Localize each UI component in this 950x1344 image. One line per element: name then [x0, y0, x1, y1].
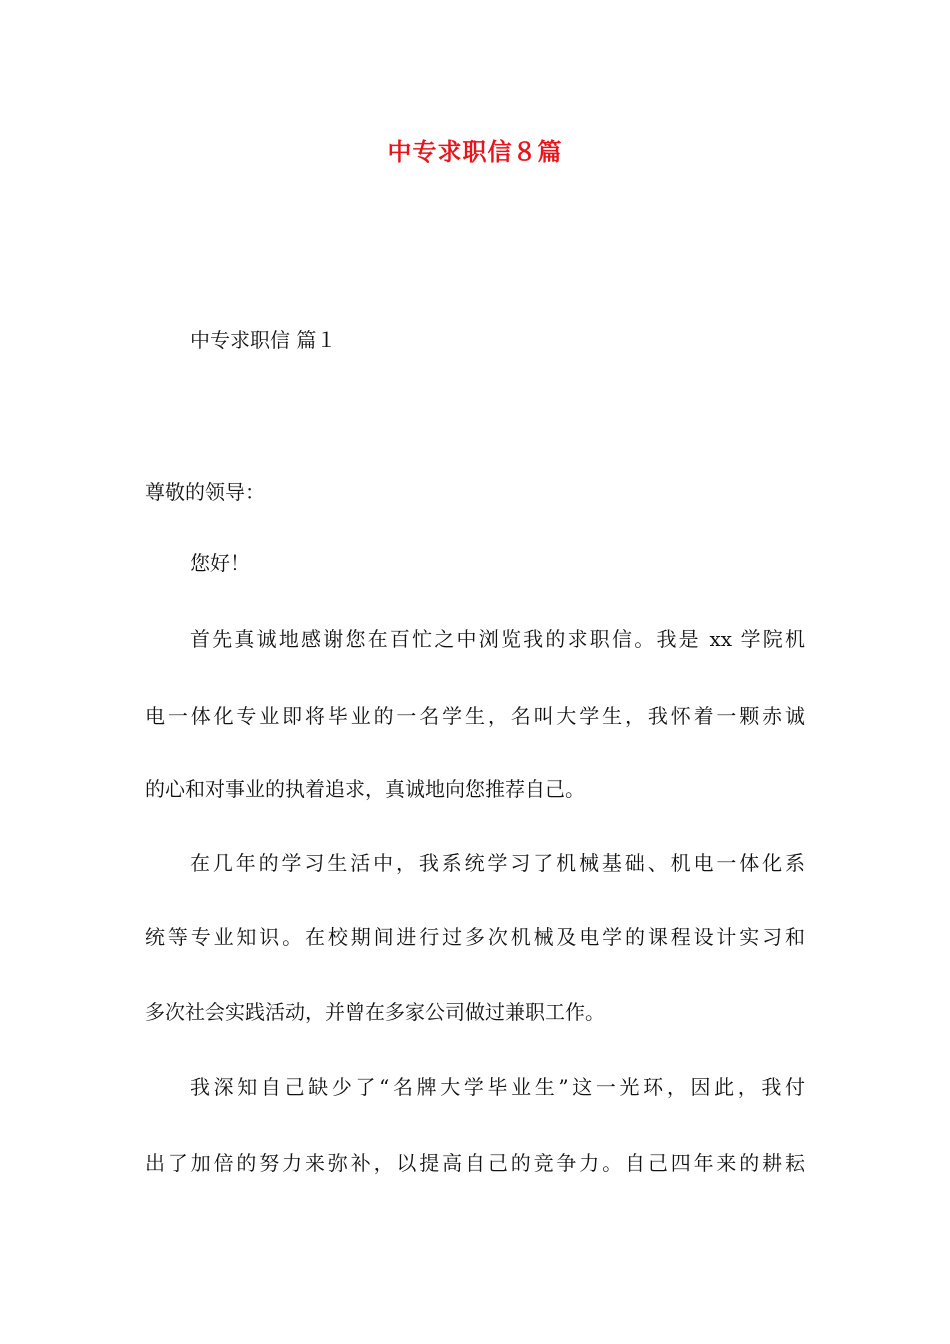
paragraph-1-line-3: 的心和对事业的执着追求，真诚地向您推荐自己。 [145, 777, 585, 801]
section-heading: 中专求职信 篇１ [190, 328, 337, 352]
paragraph-2-line-2: 统等专业知识。在校期间进行过多次机械及电学的课程设计实习和 [145, 925, 805, 949]
paragraph-3-line-1: 我深知自己缺少了“名牌大学毕业生”这一光环，因此，我付 [190, 1075, 805, 1099]
paragraph-1-line-2: 电一体化专业即将毕业的一名学生，名叫大学生，我怀着一颗赤诚 [145, 704, 805, 728]
paragraph-3-line-2: 出了加倍的努力来弥补，以提高自己的竞争力。自己四年来的耕耘 [145, 1151, 805, 1175]
paragraph-2-line-3: 多次社会实践活动，并曾在多家公司做过兼职工作。 [145, 1000, 605, 1024]
greeting: 您好！ [190, 551, 250, 575]
paragraph-1-line-1: 首先真诚地感谢您在百忙之中浏览我的求职信。我是 xx 学院机 [190, 627, 805, 651]
document-title: 中专求职信８篇 [387, 137, 563, 166]
paragraph-2-line-1: 在几年的学习生活中，我系统学习了机械基础、机电一体化系 [190, 851, 805, 875]
salutation: 尊敬的领导： [145, 480, 265, 504]
